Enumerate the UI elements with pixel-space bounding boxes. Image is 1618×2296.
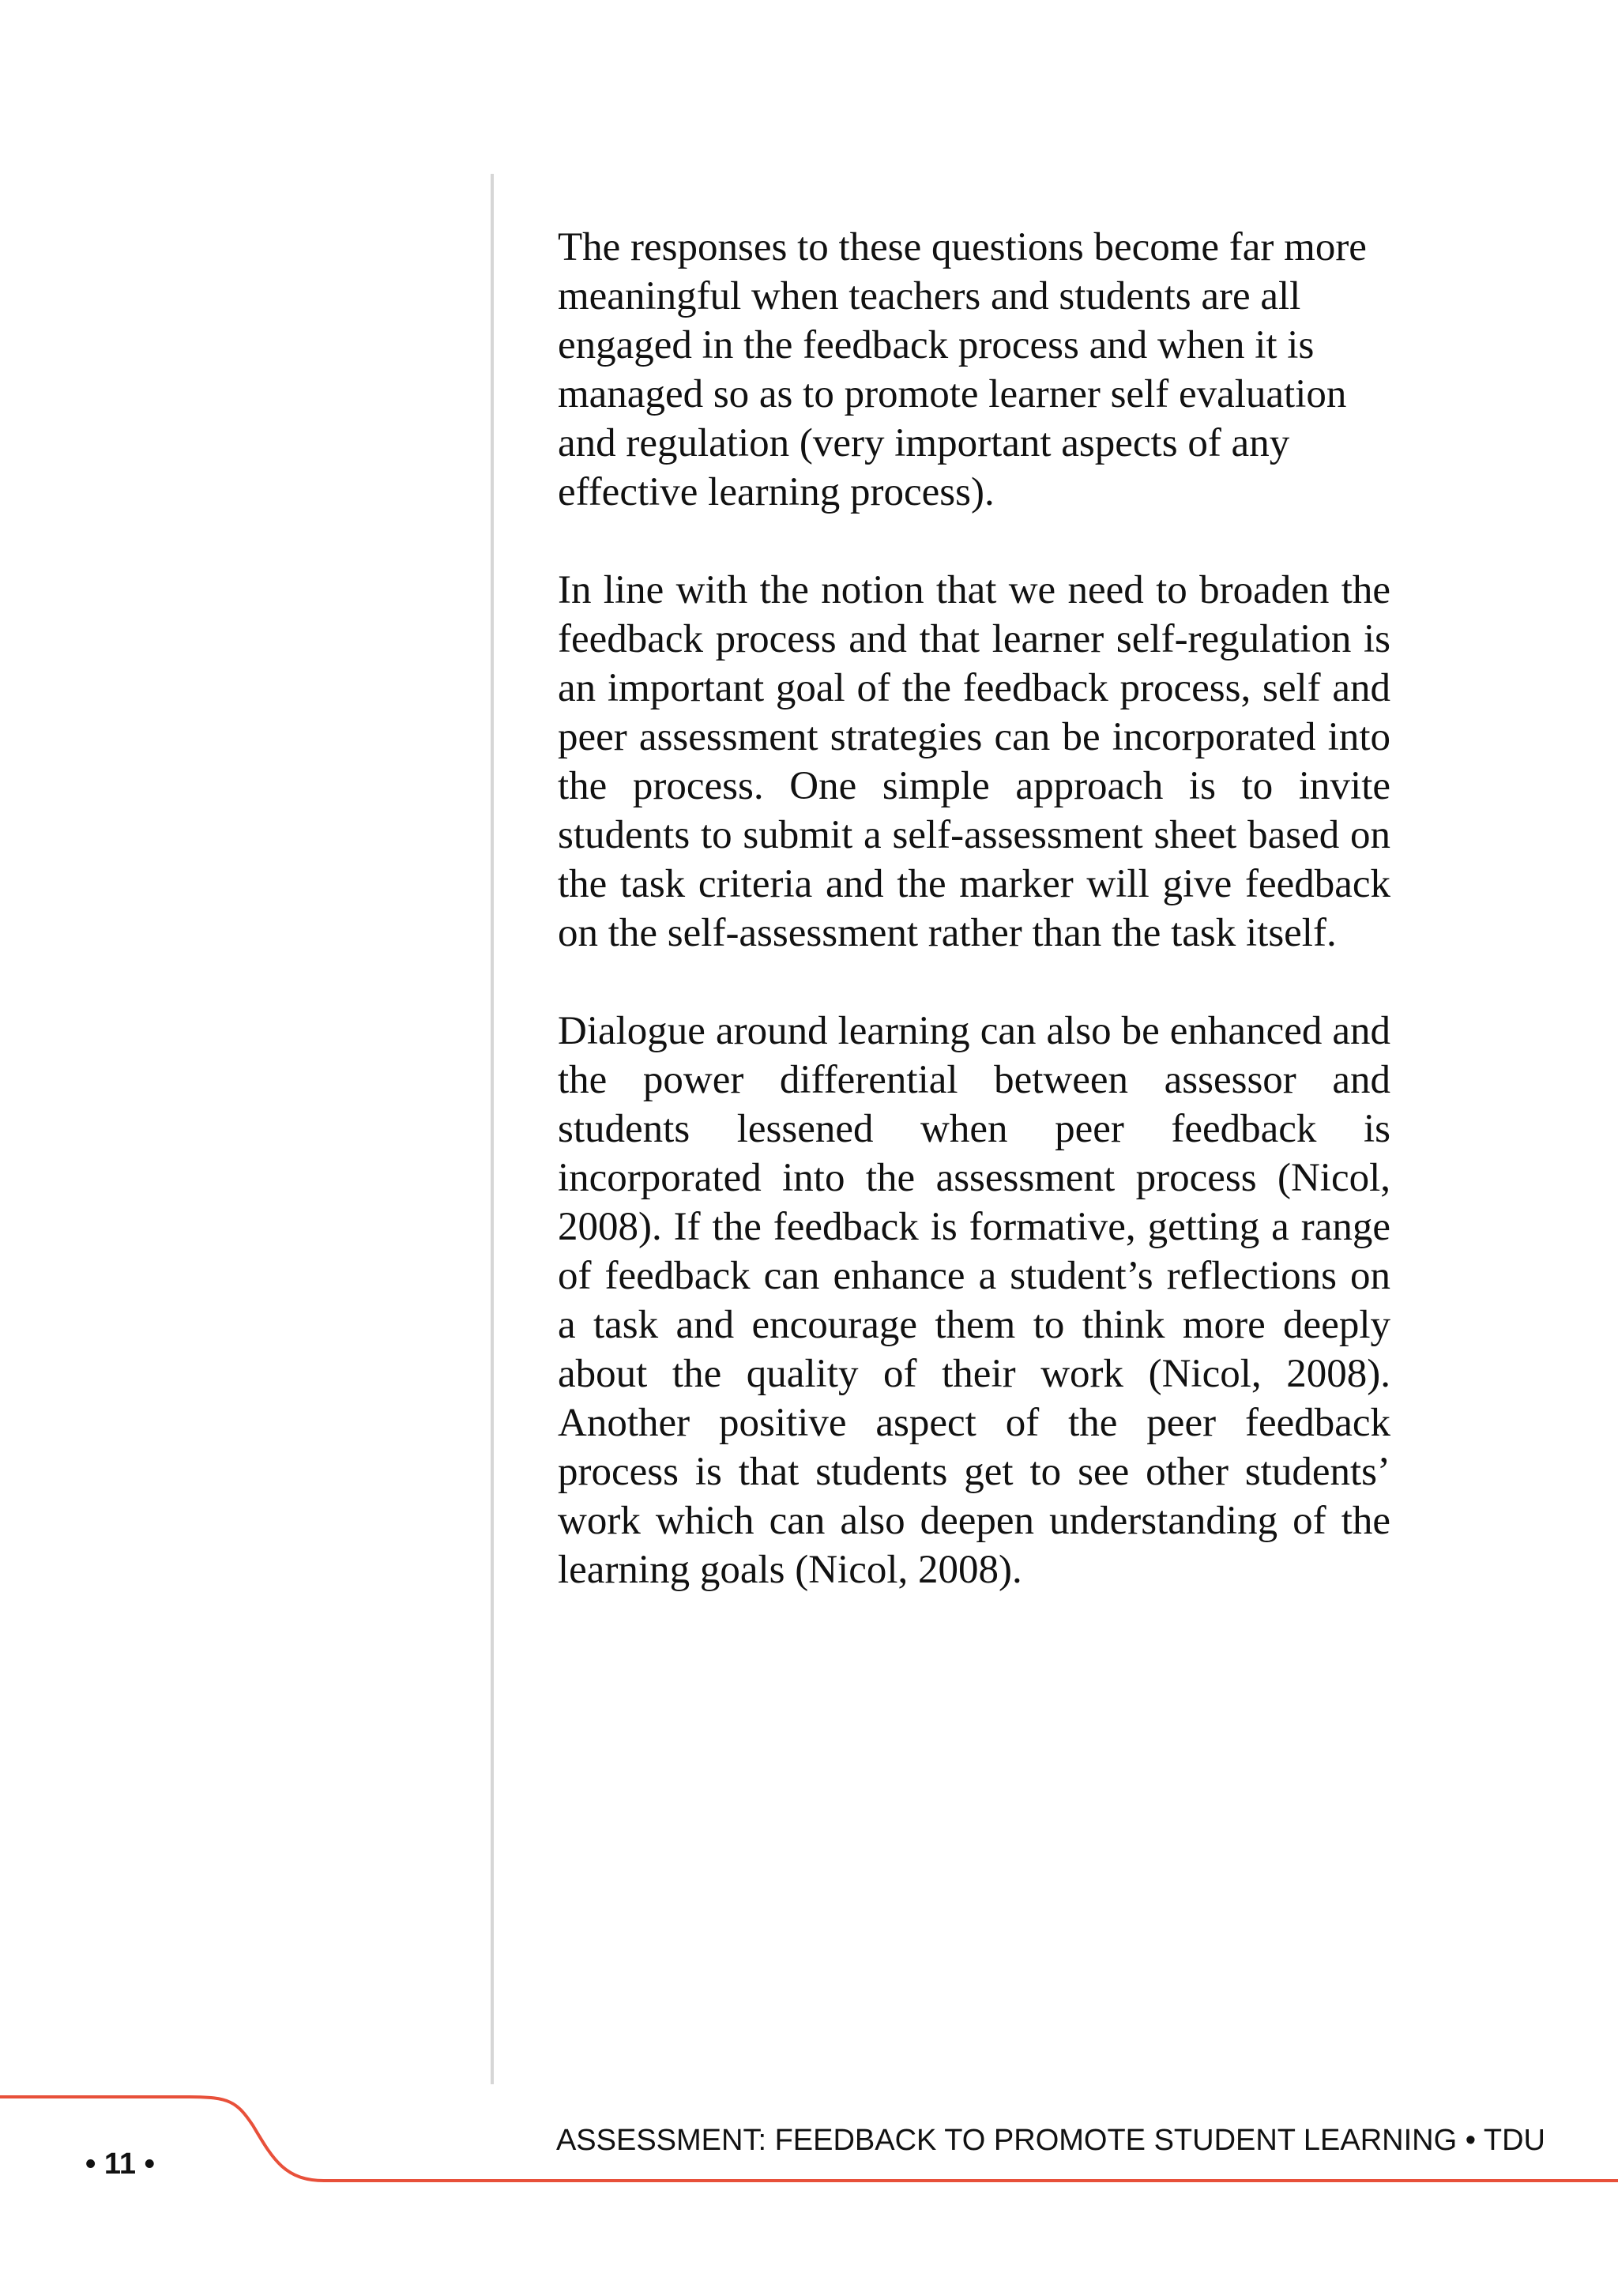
paragraph: Dialogue around learning can also be enhanced and the power differential between assessor and students lessened when peer feedback is incorporated into the assessment process (Nicol, 2008). If the feedback is formative, getting a range of feedback can enhance a student’s reflections on a task and encourage them to think more deeply about the quality of their work (Nicol, 2008). Another positive aspect of the peer feedback process is that students get to see other students’ work which can also deepen understanding of the learning goals (Nicol, 2008). [558,1009,1390,1592]
running-footer-title: ASSESSMENT: FEEDBACK TO PROMOTE STUDENT LEARNING • TDU [555,2124,1545,2157]
margin-rule [491,174,494,2084]
body-text [558,223,1390,1643]
paragraph: In line with the notion that we need to broaden the feedback process and that learner self-regulation is an important goal of the feedback process, self and peer assessment strategies can be incorporated into the process. One simple approach is to invite students to submit a self-assessment sheet based on the task criteria and the marker will give feedback on the self-assessment rather than the task itself. [558,568,1390,955]
page-number: • 11 • [85,2147,155,2181]
paragraph: The responses to these questions become far more meaningful when teachers and students are all engaged in the feedback process and when it is managed so as to promote learner self evaluation and regulation (very important aspects of any effective learning process). [558,225,1367,514]
